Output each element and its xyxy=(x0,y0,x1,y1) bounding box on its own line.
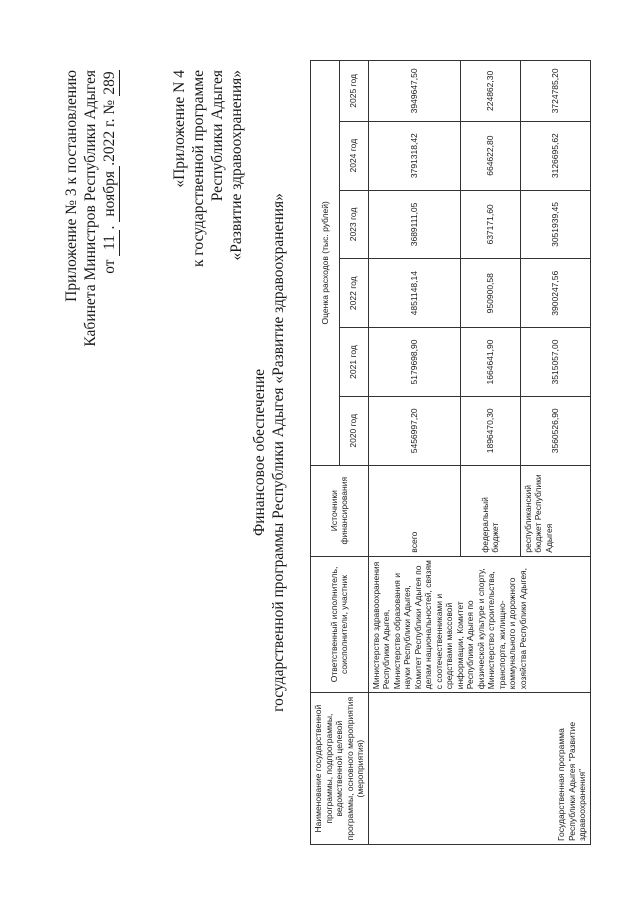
col-header-year: 2025 год xyxy=(339,61,368,122)
document-title xyxy=(250,0,288,905)
appendix-line-2: к государственной программе xyxy=(190,70,207,268)
col-header-year: 2020 год xyxy=(339,396,368,465)
appendix-header xyxy=(170,70,246,430)
value-cell: 5456997,20 xyxy=(368,396,460,465)
col-header-year: 2021 год xyxy=(339,328,368,397)
source-cell: всего xyxy=(368,465,460,556)
title-line-2: государственной программы Республики Адыгея «Развитие здравоохранения» xyxy=(270,193,287,712)
table-row xyxy=(368,61,460,845)
program-name-cell: Государственная программа Республики Адыгея "Развитие здравоохранения" xyxy=(368,693,590,845)
value-cell: 664622,80 xyxy=(460,121,520,190)
value-cell: 950900,58 xyxy=(460,259,520,328)
value-cell: 3515057,00 xyxy=(520,328,590,397)
resolution-header xyxy=(62,70,120,400)
value-cell: 4851148,14 xyxy=(368,259,460,328)
value-cell: 3689111,05 xyxy=(368,190,460,259)
date-month: ноября xyxy=(100,166,120,222)
value-cell: 637171,60 xyxy=(460,190,520,259)
col-header-year: 2023 год xyxy=(339,190,368,259)
header-line-1: Приложение № 3 к постановлению xyxy=(63,70,80,302)
col-header-year: 2022 год xyxy=(339,259,368,328)
col-header-executor: Ответственный исполнитель, соисполнители, участник xyxy=(311,556,369,693)
date-dot: . xyxy=(101,225,118,230)
table-header-row xyxy=(311,61,340,845)
value-cell: 3900247,56 xyxy=(520,259,590,328)
col-header-name: Наименование государственной программы, подпрограммы, ведомственной целевой программы, основного мероприятия (мероприятия) xyxy=(311,693,369,845)
appendix-line-4: «Развитие здравоохранения» xyxy=(228,70,245,261)
source-cell: федеральный бюджет xyxy=(460,465,520,556)
header-line-3 xyxy=(100,70,120,400)
value-cell: 1664641,90 xyxy=(460,328,520,397)
value-cell: 3560526,90 xyxy=(520,396,590,465)
value-cell: 5179698,90 xyxy=(368,328,460,397)
executor-cell: Министерство здравоохранения Республики Адыгея, Министерство образования и науки Республики Адыгея, Комитет Республики Адыгея по делам национальностей, связям с соотечественниками и средствами массовой информации, Комитет Республики Адыгея по физической культуре и спорту, Министерство строительства, транспорта, жилищно-коммунального и дорожного хозяйства Республики Адыгея, xyxy=(368,556,590,693)
date-day: 11 xyxy=(100,230,120,256)
financing-table xyxy=(310,60,591,845)
col-header-estimate: Оценка расходов (тыс. рублей) xyxy=(311,61,340,466)
resolution-number: 289 xyxy=(101,71,118,95)
source-cell: республиканский бюджет Республики Адыгея xyxy=(520,465,590,556)
col-header-year: 2024 год xyxy=(339,121,368,190)
date-prefix: от xyxy=(101,259,118,274)
title-line-1: Финансовое обеспечение xyxy=(251,368,268,537)
value-cell: 224862,30 xyxy=(460,61,520,122)
value-cell: 3949647,50 xyxy=(368,61,460,122)
value-cell: 3126695,62 xyxy=(520,121,590,190)
value-cell: 3724785,20 xyxy=(520,61,590,122)
appendix-line-3: Республики Адыгея xyxy=(209,70,226,202)
date-year: .2022 г. № xyxy=(101,99,118,166)
appendix-line-1: «Приложение N 4 xyxy=(171,70,188,188)
value-cell: 3051939,45 xyxy=(520,190,590,259)
value-cell: 1896470,30 xyxy=(460,396,520,465)
header-line-2: Кабинета Министров Республики Адыгея xyxy=(82,70,99,347)
value-cell: 3791318,42 xyxy=(368,121,460,190)
col-header-source: Источники финансирования xyxy=(311,465,369,556)
